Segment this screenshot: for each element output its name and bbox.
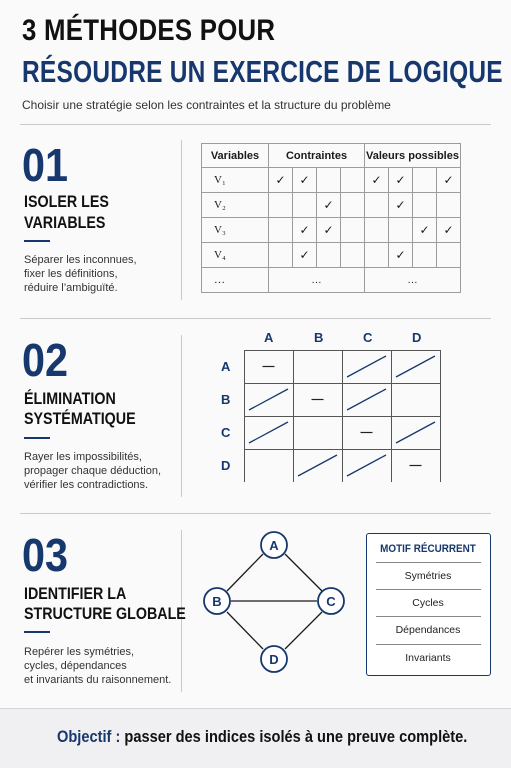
section-number: 03 <box>22 529 69 581</box>
section-desc-line: vérifier les contradictions. <box>24 479 149 491</box>
motif-item: Invariants <box>405 652 451 664</box>
graph-edge <box>285 612 322 649</box>
section-desc-line: Rayer les impossibilités, <box>24 451 142 463</box>
table-cell <box>437 243 461 268</box>
table-header: Valeurs possibles <box>365 144 461 168</box>
section-title-line: ISOLER LES <box>24 192 109 211</box>
slash-mark <box>249 422 288 443</box>
variable-label: V₂ <box>202 193 269 218</box>
section-desc-line: fixer les définitions, <box>24 268 118 280</box>
section-desc-line: cycles, dépendances <box>24 660 127 672</box>
footer-message: passer des indices isolés à une preuve complète. <box>120 727 468 746</box>
grid-row-label: D <box>221 458 231 473</box>
motif-divider <box>376 562 481 563</box>
section-desc-line: réduire l’ambiguïté. <box>24 282 118 294</box>
table-cell <box>317 243 341 268</box>
ellipsis: … <box>365 268 461 293</box>
elimination-grid <box>244 350 441 482</box>
table-row <box>202 168 461 193</box>
ellipsis: … <box>202 268 269 293</box>
table-cell <box>437 193 461 218</box>
grid-column-label: C <box>363 330 373 345</box>
divider <box>20 318 491 319</box>
check-mark: ✓ <box>389 168 413 193</box>
grid-row-label: B <box>221 392 231 407</box>
check-mark: ✓ <box>365 168 389 193</box>
motif-item: Cycles <box>412 597 444 609</box>
section-number: 02 <box>22 334 69 386</box>
motif-box <box>366 533 491 676</box>
table-cell <box>341 243 365 268</box>
table-header: Contraintes <box>269 144 365 168</box>
slash-mark <box>396 422 435 443</box>
table-cell <box>413 168 437 193</box>
slash-mark <box>298 455 337 476</box>
variable-label: V₃ <box>202 218 269 243</box>
table-cell <box>269 218 293 243</box>
grid-column-label: A <box>264 330 274 345</box>
table-row <box>202 243 461 268</box>
section-desc-line: propager chaque déduction, <box>24 465 161 477</box>
footer-label: Objectif : <box>57 727 121 746</box>
graph-node-label: D <box>269 652 279 667</box>
subtitle: Choisir une stratégie selon les contraintes et la structure du problème <box>22 98 391 112</box>
slash-mark <box>249 389 288 410</box>
check-mark: ✓ <box>317 193 341 218</box>
section-title-line: SYSTÉMATIQUE <box>24 409 136 428</box>
section-title-line: VARIABLES <box>24 213 106 232</box>
column-divider <box>181 335 182 497</box>
section-rule <box>24 240 50 242</box>
section-desc-line: Repérer les symétries, <box>24 646 135 658</box>
section-title-line: STRUCTURE GLOBALE <box>24 604 186 623</box>
table-cell <box>341 193 365 218</box>
variables-table <box>201 143 461 293</box>
divider <box>20 124 491 125</box>
table-row <box>202 193 461 218</box>
check-mark: ✓ <box>389 243 413 268</box>
table-cell <box>269 243 293 268</box>
check-mark: ✓ <box>293 243 317 268</box>
grid-row-label: C <box>221 425 231 440</box>
table-cell <box>293 193 317 218</box>
check-mark: ✓ <box>269 168 293 193</box>
table-row <box>202 218 461 243</box>
check-mark: ✓ <box>317 218 341 243</box>
motif-item: Symétries <box>404 570 452 582</box>
grid-row-label: A <box>221 359 231 374</box>
section-number: 01 <box>22 139 69 191</box>
motif-title: MOTIF RÉCURRENT <box>380 543 476 555</box>
table-cell <box>389 218 413 243</box>
check-mark: ✓ <box>437 168 461 193</box>
section-title-line: IDENTIFIER LA <box>24 584 127 603</box>
table-cell <box>365 193 389 218</box>
table-cell <box>341 168 365 193</box>
slash-mark <box>347 455 386 476</box>
section-rule <box>24 631 50 633</box>
structure-graph <box>195 525 360 680</box>
section-title-line: ÉLIMINATION <box>24 389 116 408</box>
table-cell <box>317 168 341 193</box>
graph-node-label: A <box>269 538 279 553</box>
table-cell <box>365 243 389 268</box>
check-mark: ✓ <box>389 193 413 218</box>
graph-node-label: C <box>326 594 336 609</box>
section-rule <box>24 437 50 439</box>
ellipsis: … <box>269 268 365 293</box>
table-cell <box>413 243 437 268</box>
table-header: Variables <box>202 144 269 168</box>
title-line-2: RÉSOUDRE UN EXERCICE DE LOGIQUE <box>22 54 503 89</box>
graph-edge <box>227 554 263 591</box>
motif-item: Dépendances <box>395 624 461 636</box>
table-cell <box>365 218 389 243</box>
table-cell <box>413 193 437 218</box>
slash-mark <box>396 356 435 377</box>
divider <box>20 513 491 514</box>
variable-label: V₁ <box>202 168 269 193</box>
motif-divider <box>376 616 481 617</box>
slash-mark <box>347 356 386 377</box>
grid-column-label: B <box>314 330 324 345</box>
graph-node-label: B <box>212 594 222 609</box>
footer-banner <box>0 708 511 768</box>
check-mark: ✓ <box>437 218 461 243</box>
section-desc-line: Séparer les inconnues, <box>24 254 137 266</box>
slash-mark <box>347 389 386 410</box>
title-line-1: 3 MÉTHODES POUR <box>22 14 276 47</box>
grid-column-label: D <box>412 330 422 345</box>
column-divider <box>181 140 182 300</box>
section-desc-line: et invariants du raisonnement. <box>24 674 172 686</box>
table-cell <box>269 193 293 218</box>
check-mark: ✓ <box>293 218 317 243</box>
variable-label: V₄ <box>202 243 269 268</box>
graph-edge <box>285 554 322 591</box>
graph-edge <box>227 612 263 649</box>
check-mark: ✓ <box>413 218 437 243</box>
footer-text <box>57 727 467 747</box>
motif-divider <box>376 644 481 645</box>
table-row <box>202 268 461 293</box>
motif-divider <box>376 589 481 590</box>
check-mark: ✓ <box>293 168 317 193</box>
table-cell <box>341 218 365 243</box>
